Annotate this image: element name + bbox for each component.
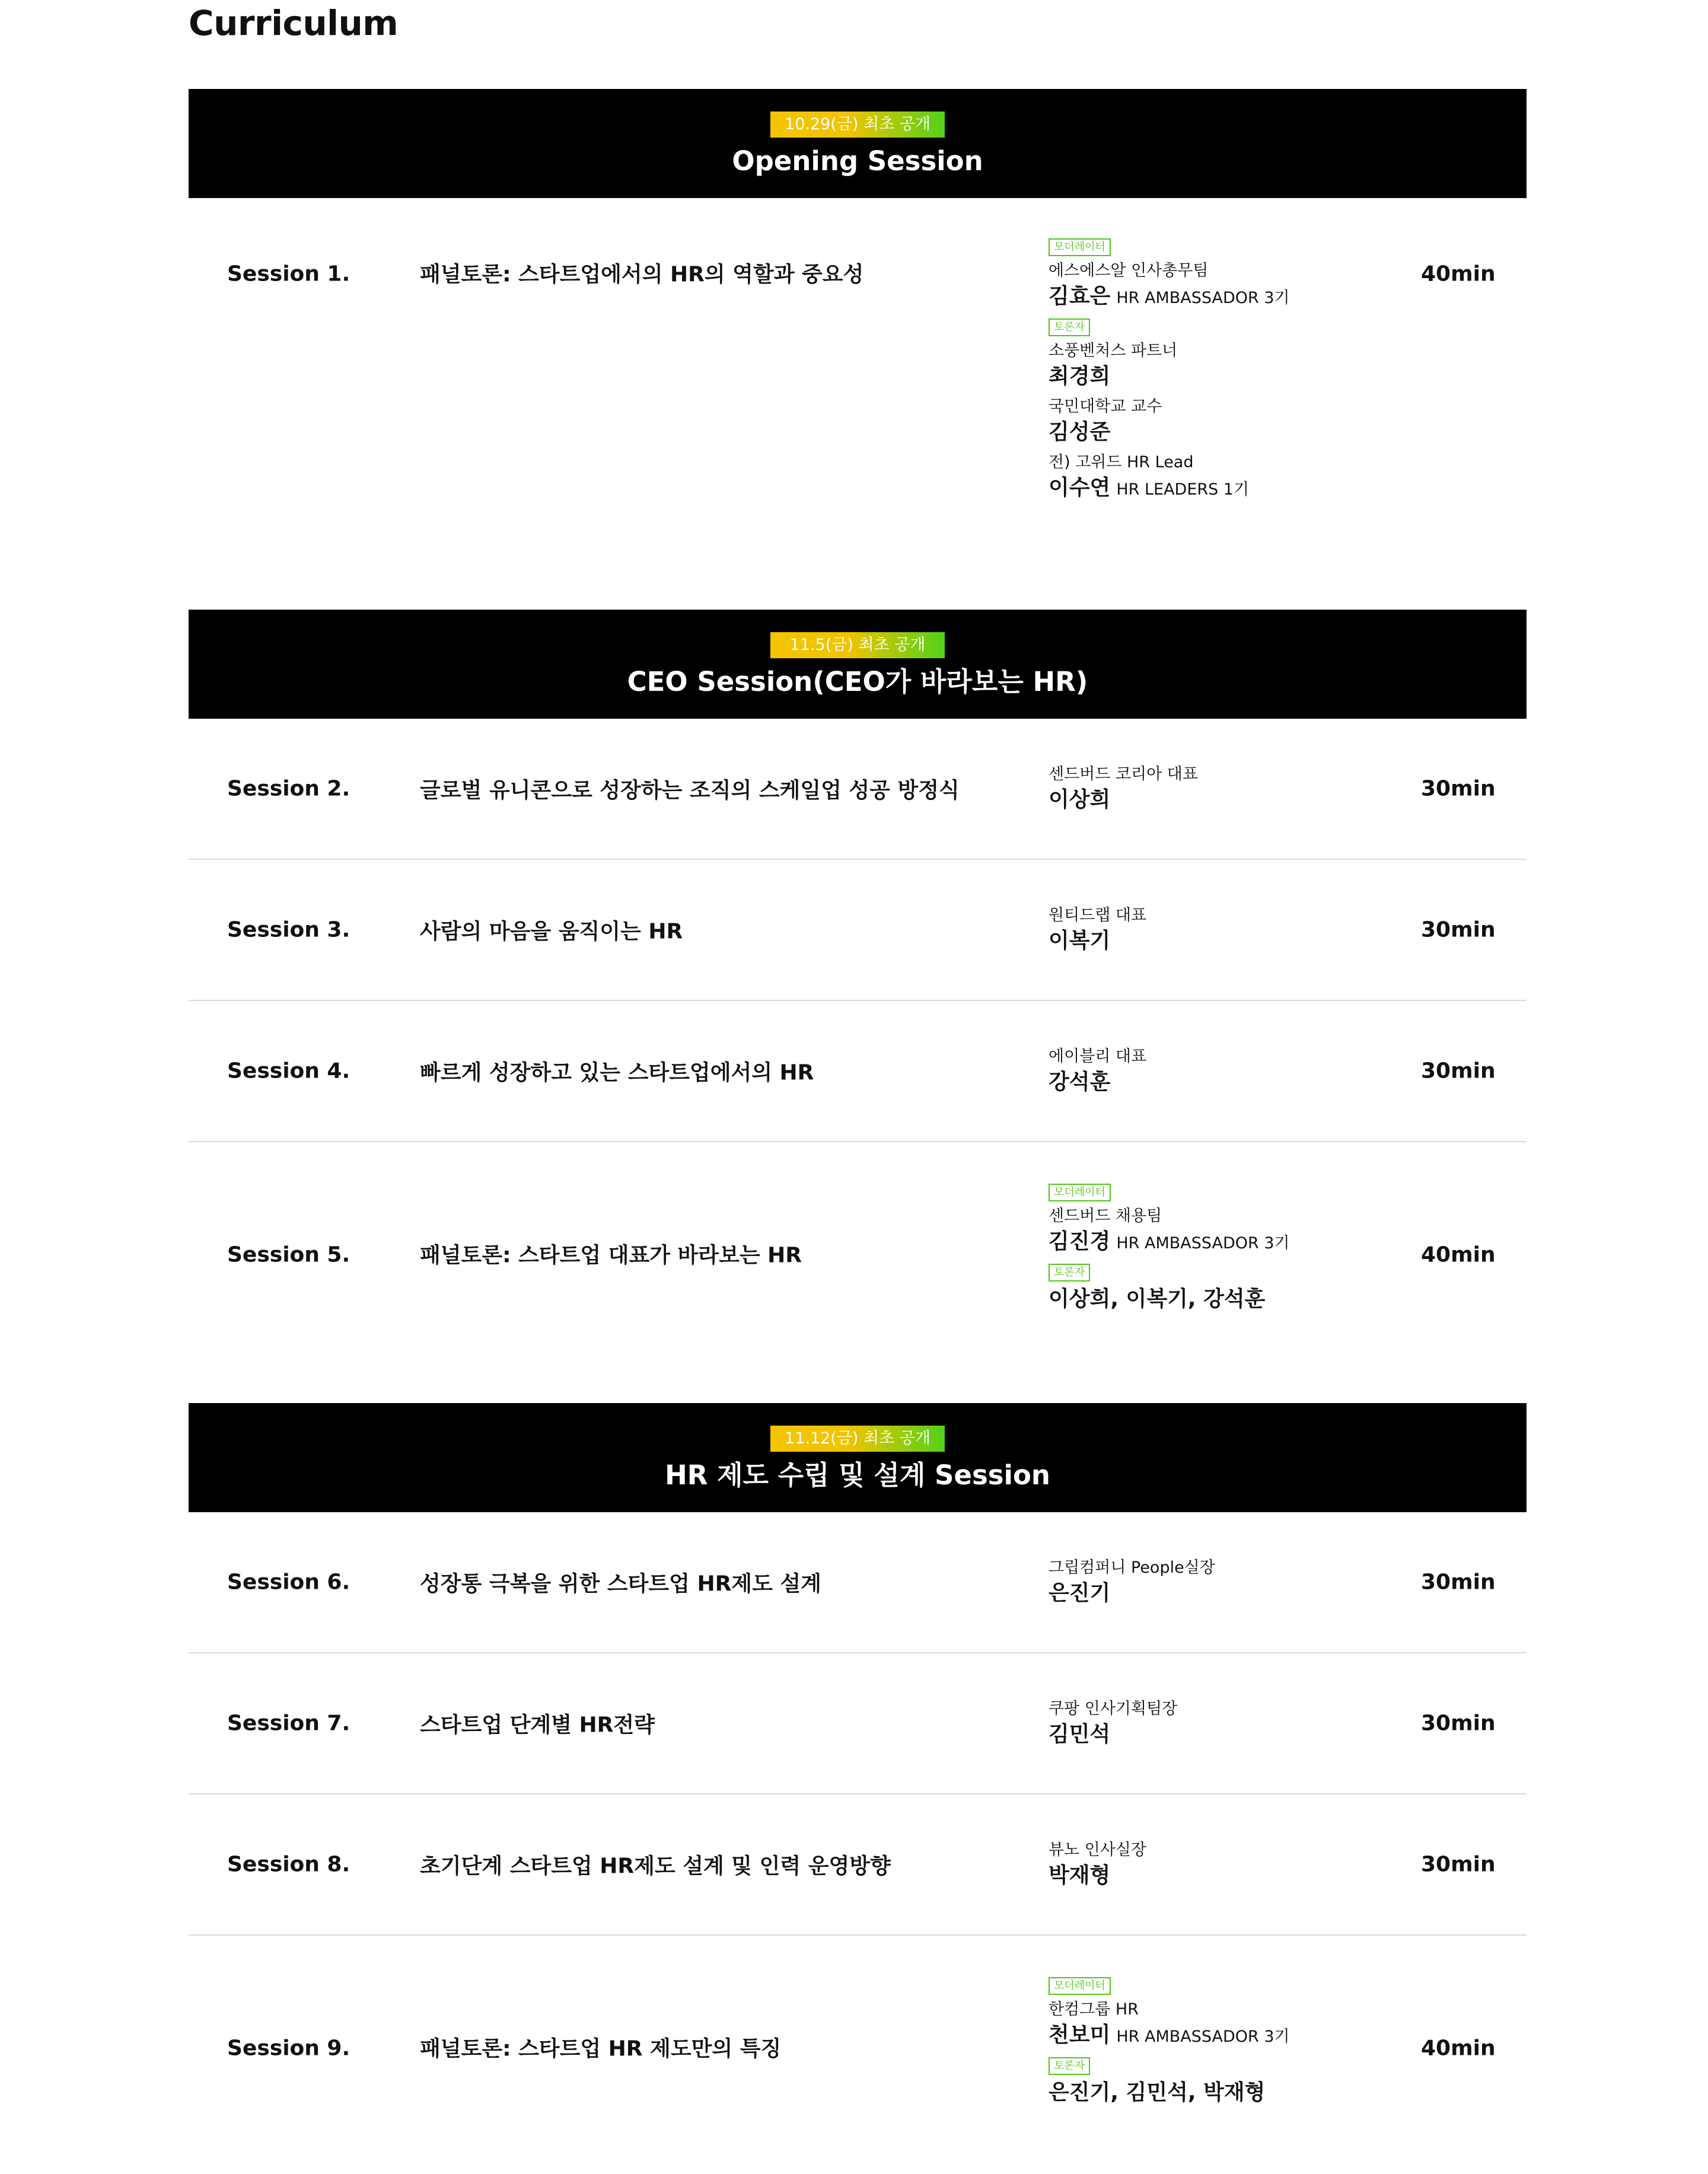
session-number: Session 4. <box>227 1059 350 1083</box>
speaker-org: 전) 고위드 HR Lead <box>1049 453 1194 471</box>
section-opening <box>189 89 1527 517</box>
speaker-name: 이상희 <box>1049 788 1111 812</box>
session-duration: 30min <box>1421 1570 1496 1595</box>
moderator-tag: 모더레이터 <box>1049 238 1111 256</box>
speaker-note: HR AMBASSADOR 3기 <box>1116 289 1290 307</box>
session-topic: 성장통 극복을 위한 스타트업 HR제도 설계 <box>420 1571 821 1596</box>
speaker-name: 강석훈 <box>1049 1070 1111 1094</box>
speaker-name: 김진경 HR AMBASSADOR 3기 <box>1049 1229 1290 1254</box>
session-topic: 패널토론: 스타트업 대표가 바라보는 HR <box>420 1243 802 1268</box>
session-row <box>189 719 1527 860</box>
session-number: Session 8. <box>227 1852 350 1877</box>
speaker-list <box>1049 238 1290 504</box>
speaker-note: HR LEADERS 1기 <box>1116 480 1250 499</box>
session-duration: 30min <box>1421 1852 1496 1877</box>
session-duration: 30min <box>1421 1059 1496 1083</box>
speaker-name: 이수연 HR LEADERS 1기 <box>1049 476 1250 500</box>
speaker-name: 김효은 HR AMBASSADOR 3기 <box>1049 284 1290 308</box>
session-duration: 30min <box>1421 1711 1496 1736</box>
panelist <box>1049 451 1290 504</box>
panelist-tag: 토론자 <box>1049 2057 1090 2075</box>
session-duration: 40min <box>1421 2036 1496 2061</box>
section-header <box>189 1403 1527 1512</box>
section-ceo <box>189 610 1527 1367</box>
session-number: Session 7. <box>227 1711 350 1736</box>
release-date-badge: 10.29(금) 최초 공개 <box>770 111 945 138</box>
speaker-list <box>1049 1184 1290 1314</box>
speaker-list <box>1049 1045 1146 1096</box>
session-number: Session 2. <box>227 776 350 801</box>
session-number: Session 9. <box>227 2036 350 2061</box>
speaker-org: 센드버드 채용팀 <box>1049 1207 1162 1225</box>
speaker-org: 쿠팡 인사기획팀장 <box>1049 1700 1178 1718</box>
section-title: Opening Session <box>732 145 983 177</box>
speaker-name: 은진기 <box>1049 1581 1111 1605</box>
speaker-org: 에스에스알 인사총무팀 <box>1049 262 1209 280</box>
speaker-name: 박재형 <box>1049 1863 1111 1888</box>
speaker-name: 최경희 <box>1049 364 1111 388</box>
session-row <box>189 1512 1527 1653</box>
section-header <box>189 610 1527 719</box>
session-row <box>189 860 1527 1001</box>
speaker-list <box>1049 1698 1177 1749</box>
section-hr-system <box>189 1403 1527 2161</box>
session-row <box>189 1653 1527 1794</box>
panelist-tag: 토론자 <box>1049 1264 1090 1282</box>
speaker-org: 소풍벤처스 파트너 <box>1049 342 1178 360</box>
session-row <box>189 1794 1527 1936</box>
session-row <box>189 198 1527 517</box>
release-date-badge: 11.12(금) 최초 공개 <box>770 1426 945 1452</box>
session-duration: 30min <box>1421 917 1496 942</box>
panelist-names: 이상희, 이복기, 강석훈 <box>1049 1287 1266 1311</box>
moderator-tag: 모더레이터 <box>1049 1977 1111 1995</box>
session-number: Session 6. <box>227 1570 350 1595</box>
session-topic: 패널토론: 스타트업 HR 제도만의 특징 <box>420 2036 782 2061</box>
speaker-list <box>1049 763 1198 814</box>
speaker-org: 뷰노 인사실장 <box>1049 1841 1147 1859</box>
speaker-name: 이복기 <box>1049 929 1111 953</box>
section-header <box>189 89 1527 198</box>
session-duration: 40min <box>1421 1242 1496 1267</box>
panelist-tag: 토론자 <box>1049 318 1090 336</box>
session-topic: 패널토론: 스타트업에서의 HR의 역할과 중요성 <box>420 262 864 287</box>
speaker-org: 한컴그룹 HR <box>1049 2000 1139 2019</box>
release-date-badge: 11.5(금) 최초 공개 <box>770 632 945 658</box>
session-duration: 30min <box>1421 776 1496 801</box>
speaker-org: 원티드랩 대표 <box>1049 906 1147 925</box>
speaker-list <box>1049 1839 1146 1890</box>
session-topic: 스타트업 단계별 HR전략 <box>420 1713 655 1738</box>
session-topic: 빠르게 성장하고 있는 스타트업에서의 HR <box>420 1060 814 1085</box>
speaker-org: 그립컴퍼니 People실장 <box>1049 1558 1215 1577</box>
session-topic: 초기단계 스타트업 HR제도 설계 및 인력 운영방향 <box>420 1854 891 1879</box>
session-row <box>189 1936 1527 2161</box>
speaker-name: 김민석 <box>1049 1722 1111 1746</box>
session-number: Session 5. <box>227 1242 350 1267</box>
session-topic: 사람의 마음을 움직이는 HR <box>420 919 683 944</box>
speaker-org: 국민대학교 교수 <box>1049 397 1162 416</box>
session-duration: 40min <box>1421 262 1496 286</box>
speaker-note: HR AMBASSADOR 3기 <box>1116 2028 1290 2046</box>
session-number: Session 3. <box>227 917 350 942</box>
section-title: CEO Session(CEO가 바라보는 HR) <box>627 666 1088 697</box>
speaker-list <box>1049 1977 1290 2107</box>
speaker-org: 에이블리 대표 <box>1049 1047 1147 1066</box>
panelist-names: 은진기, 김민석, 박재형 <box>1049 2080 1266 2105</box>
moderator-tag: 모더레이터 <box>1049 1184 1111 1201</box>
session-row <box>189 1001 1527 1142</box>
section-title: HR 제도 수립 및 설계 Session <box>665 1459 1050 1491</box>
panelist <box>1049 340 1290 391</box>
session-topic: 글로벌 유니콘으로 성장하는 조직의 스케일업 성공 방정식 <box>420 778 960 803</box>
speaker-list <box>1049 1557 1215 1608</box>
panelist <box>1049 396 1290 447</box>
speaker-name: 김성준 <box>1049 420 1111 444</box>
speaker-list <box>1049 904 1146 955</box>
speaker-org: 센드버드 코리아 대표 <box>1049 765 1198 783</box>
speaker-name: 천보미 HR AMBASSADOR 3기 <box>1049 2023 1290 2047</box>
speaker-note: HR AMBASSADOR 3기 <box>1116 1234 1290 1252</box>
session-row <box>189 1142 1527 1367</box>
page-title: Curriculum <box>189 3 399 43</box>
session-number: Session 1. <box>227 262 350 286</box>
